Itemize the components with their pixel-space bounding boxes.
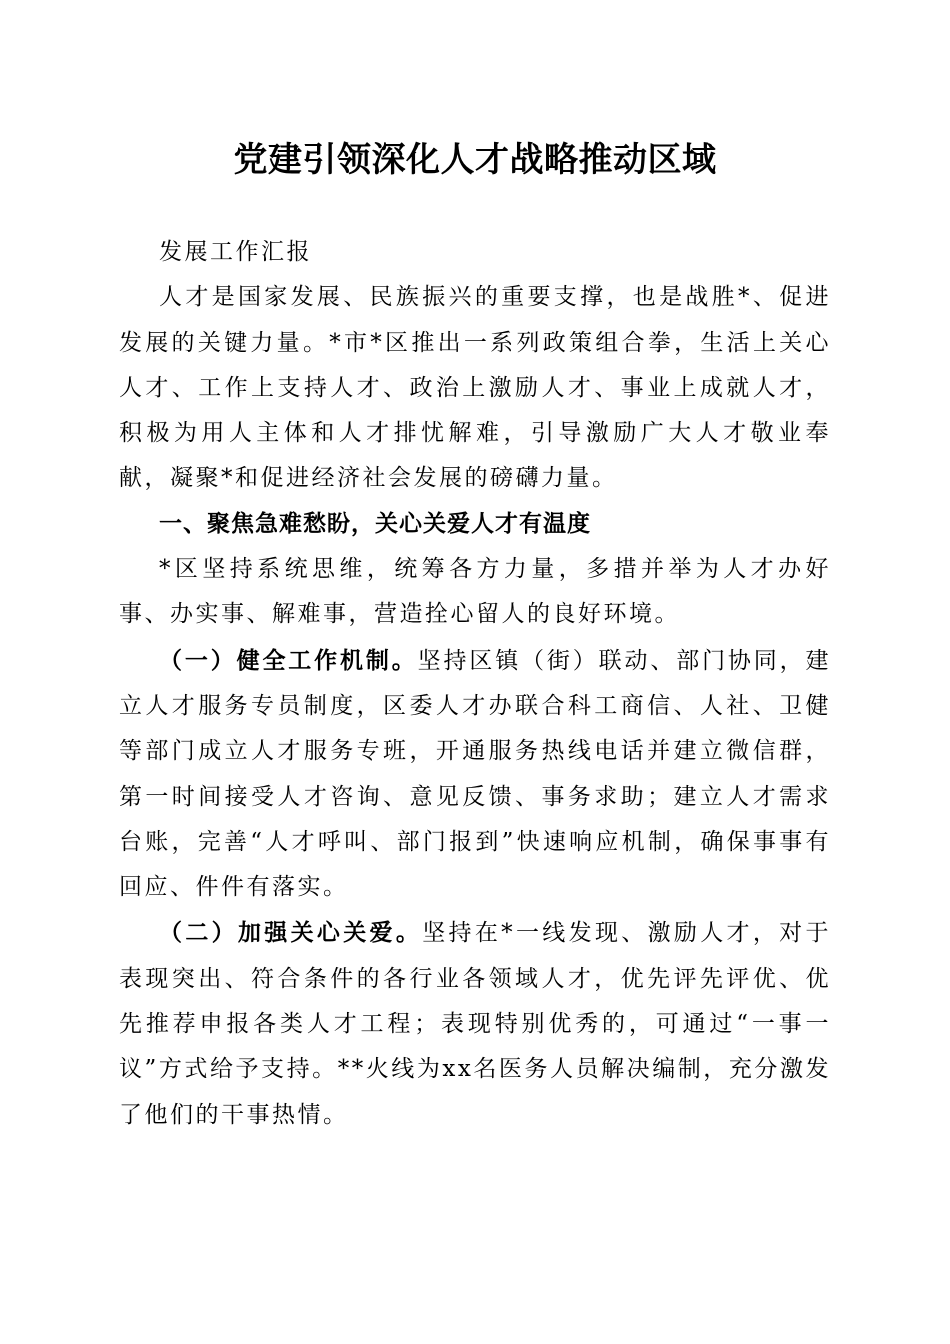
item-paragraph	[119, 638, 831, 911]
item-text: 坚持区镇（街）联动、部门协同，建立人才服务专员制度，区委人才办联合科工商信、人社、卫健等部门成立人才服务专班，开通服务热线电话并建立微信群，第一时间接受人才咨询、意见反馈、事务求助；建立人才需求台账，完善“人才呼叫、部门报到”快速响应机制，确保事事有回应、件件有落实。	[119, 647, 832, 901]
item-lead: （二）加强关心关爱。	[159, 919, 423, 947]
item-text: 坚持在*一线发现、激励人才，对于表现突出、符合条件的各行业各领域人才，优先评先评优、优先推荐申报各类人才工程；表现特别优秀的，可通过“一事一议”方式给予支持。**火线为xx名医务人员解决编制，充分激发了他们的干事热情。	[119, 920, 832, 1128]
item-lead: （一）健全工作机制。	[159, 646, 418, 674]
section-summary: *区坚持系统思维，统筹各方力量，多措并举为人才办好事、办实事、解难事，营造拴心留人的良好环境。	[119, 556, 831, 628]
section-heading: 一、聚焦急难愁盼，关心关爱人才有温度	[159, 510, 591, 537]
document-body	[119, 230, 831, 1138]
intro-paragraph: 人才是国家发展、民族振兴的重要支撑，也是战胜*、促进发展的关键力量。*市*区推出一系列政策组合拳，生活上关心人才、工作上支持人才、政治上激励人才、事业上成就人才，积极为用人主体和人才排忧解难，引导激励广大人才敬业奉献，凝聚*和促进经济社会发展的磅礴力量。	[119, 284, 831, 492]
document-subtitle: 发展工作汇报	[159, 239, 312, 265]
item-paragraph	[119, 910, 831, 1137]
document-title: 党建引领深化人才战略推动区域	[233, 140, 717, 180]
